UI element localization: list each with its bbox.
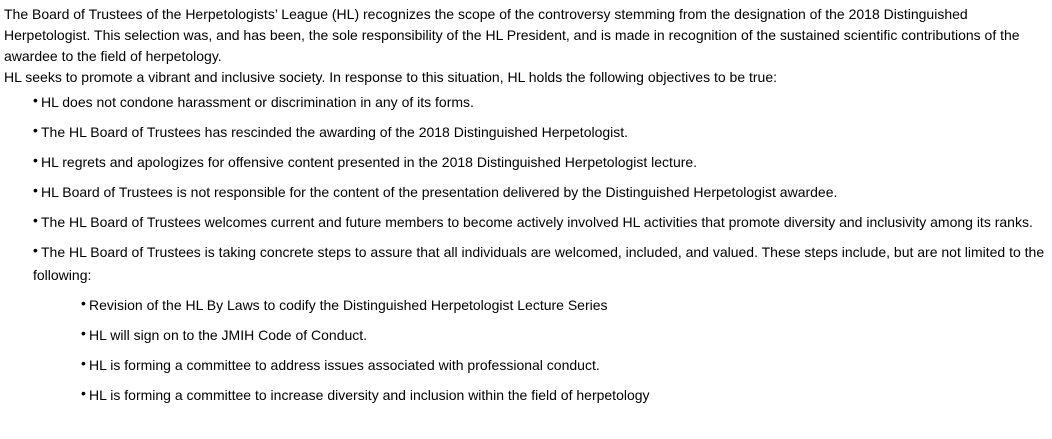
bullet-icon: • [81,355,86,371]
list-item [4,91,1046,114]
sub-list-item [4,384,1046,407]
bullet-icon: • [33,182,38,198]
objectives-list [4,91,1046,407]
bullet-icon: • [33,122,38,138]
objective-text: HL Board of Trustees is not responsible for the content of the presentation delivered by the Distinguished Herpetologist awardee. [41,184,838,200]
bullet-icon: • [33,92,38,108]
bullet-icon: • [33,212,38,228]
intro-paragraph: The Board of Trustees of the Herpetologists’ League (HL) recognizes the scope of the controversy stemming from the designation of the 2018 Distinguished Herpetologist. This selection was, and has been, the sole responsibility of the HL President, and is made in recognition of the sustained scientific contributions of the awardee to the field of herpetology. [4,6,1020,64]
objective-text: HL regrets and apologizes for offensive content presented in the 2018 Distinguished Herpetologist lecture. [41,154,698,170]
bullet-icon: • [81,295,86,311]
step-text: HL will sign on to the JMIH Code of Conduct. [89,327,368,343]
step-text: HL is forming a committee to increase diversity and inclusion within the field of herpetology [89,387,650,403]
objective-text: The HL Board of Trustees has rescinded the awarding of the 2018 Distinguished Herpetologist. [41,124,629,140]
list-item [4,151,1046,174]
sub-list-item [4,354,1046,377]
list-item [4,121,1046,144]
sub-list-item [4,294,1046,317]
bullet-icon: • [81,325,86,341]
step-text: HL is forming a committee to address issues associated with professional conduct. [89,357,600,373]
bullet-icon: • [33,152,38,168]
objective-text: The HL Board of Trustees is taking concrete steps to assure that all individuals are welcomed, included, and valued. These steps include, but are not limited to the following: [33,244,1045,283]
bullet-icon: • [33,242,38,258]
list-item [4,181,1046,204]
list-item [4,241,1046,287]
objectives-lead: HL seeks to promote a vibrant and inclusive society. In response to this situation, HL holds the following objectives to be true: [4,69,778,85]
step-text: Revision of the HL By Laws to codify the Distinguished Herpetologist Lecture Series [89,297,608,313]
bullet-icon: • [81,385,86,401]
list-item [4,211,1046,234]
objective-text: HL does not condone harassment or discrimination in any of its forms. [41,94,474,110]
objective-text: The HL Board of Trustees welcomes current and future members to become actively involved HL activities that promote diversity and inclusivity among its ranks. [41,214,1033,230]
sub-list-item [4,324,1046,347]
